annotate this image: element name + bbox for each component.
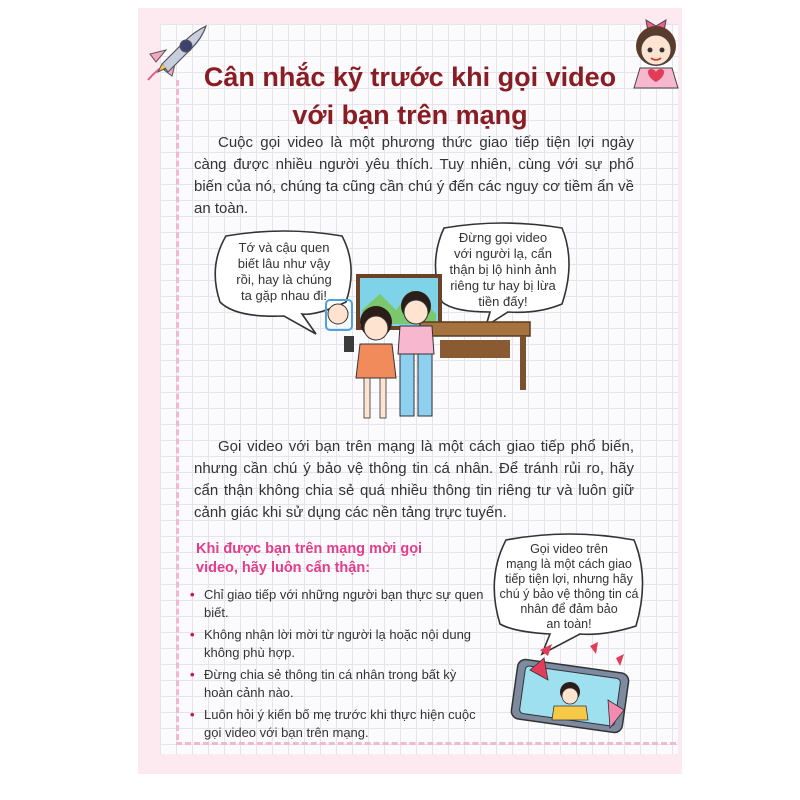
bubble-bottom-line: Gọi video trên xyxy=(530,542,608,556)
bubble-right-line: Đừng gọi video xyxy=(458,230,548,245)
tip-item: • Chỉ giao tiếp với những người bạn thực sự quen biết. xyxy=(190,587,484,620)
bubble-left-line: ta gặp nhau đi! xyxy=(240,288,328,303)
tip-text: Không nhận lời mời từ người lạ hoặc nội dung không phù hợp. xyxy=(204,627,472,660)
bubble-left-line: biết lâu như vậy xyxy=(237,256,331,271)
tip-text: Chỉ giao tiếp với những người bạn thực sự quen biết. xyxy=(204,587,484,620)
bubble-right-line: tiền đấy! xyxy=(478,294,528,309)
bubble-right-line: thận bị lộ hình ảnh xyxy=(449,262,557,277)
bubble-bottom-line: an toàn! xyxy=(546,617,592,631)
title-line-2: với bạn trên mạng xyxy=(292,100,528,130)
tip-item: • Luôn hỏi ý kiến bố mẹ trước khi thực hiện cuộc gọi video với bạn trên mạng. xyxy=(190,707,476,740)
page-title xyxy=(180,58,640,134)
tips-list xyxy=(188,586,488,746)
bubble-right-line: riêng tư hay bị lừa xyxy=(450,278,556,293)
bubble-left-line: Tớ và cậu quen xyxy=(238,240,330,255)
speech-bubble-bottom xyxy=(484,528,654,658)
dashed-border-left xyxy=(176,80,179,740)
bubble-bottom-line: chú ý bảo vệ thông tin cá xyxy=(499,587,639,601)
tip-item: • Không nhận lời mời từ người lạ hoặc nội dung không phù hợp. xyxy=(190,627,472,660)
tablet-illustration xyxy=(500,640,640,736)
tip-text: Luôn hỏi ý kiến bố mẹ trước khi thực hiện cuộc gọi video với bạn trên mạng. xyxy=(204,707,476,740)
bubble-left-line: rồi, hay là chúng xyxy=(236,272,332,287)
bubble-bottom-line: mạng là một cách giao xyxy=(506,557,632,571)
tip-text: Đừng chia sẻ thông tin cá nhân trong bất kỳ hoàn cảnh nào. xyxy=(204,667,457,700)
second-paragraph: Gọi video với bạn trên mạng là một cách giao tiếp phổ biến, nhưng cần chú ý bảo vệ thông tin cá nhân. Để tránh rủi ro, hãy cẩn thận không chia sẻ quá nhiều thông tin riêng tư và luôn giữ cảnh giác khi sử dụng các nền tảng trực tuyến. xyxy=(194,438,634,521)
bubble-right-line: với người lạ, cẩn xyxy=(453,246,552,261)
intro-paragraph: Cuộc gọi video là một phương thức giao tiếp tiện lợi ngày càng được nhiều người yêu thích. Tuy nhiên, cùng với sự phổ biến của nó, chúng ta cũng cần chú ý đến các nguy cơ tiềm ẩn về an toàn. xyxy=(194,134,634,217)
classroom-illustration xyxy=(300,270,540,430)
title-line-1: Cân nhắc kỹ trước khi gọi video xyxy=(203,62,617,92)
tip-item: • Đừng chia sẻ thông tin cá nhân trong bất kỳ hoàn cảnh nào. xyxy=(190,667,457,700)
bubble-bottom-line: tiếp tiện lợi, nhưng hãy xyxy=(505,572,633,586)
tips-heading: Khi được bạn trên mạng mời gọi video, hãy luôn cẩn thận: xyxy=(196,541,423,576)
bubble-bottom-line: nhân để đảm bảo xyxy=(520,602,618,616)
